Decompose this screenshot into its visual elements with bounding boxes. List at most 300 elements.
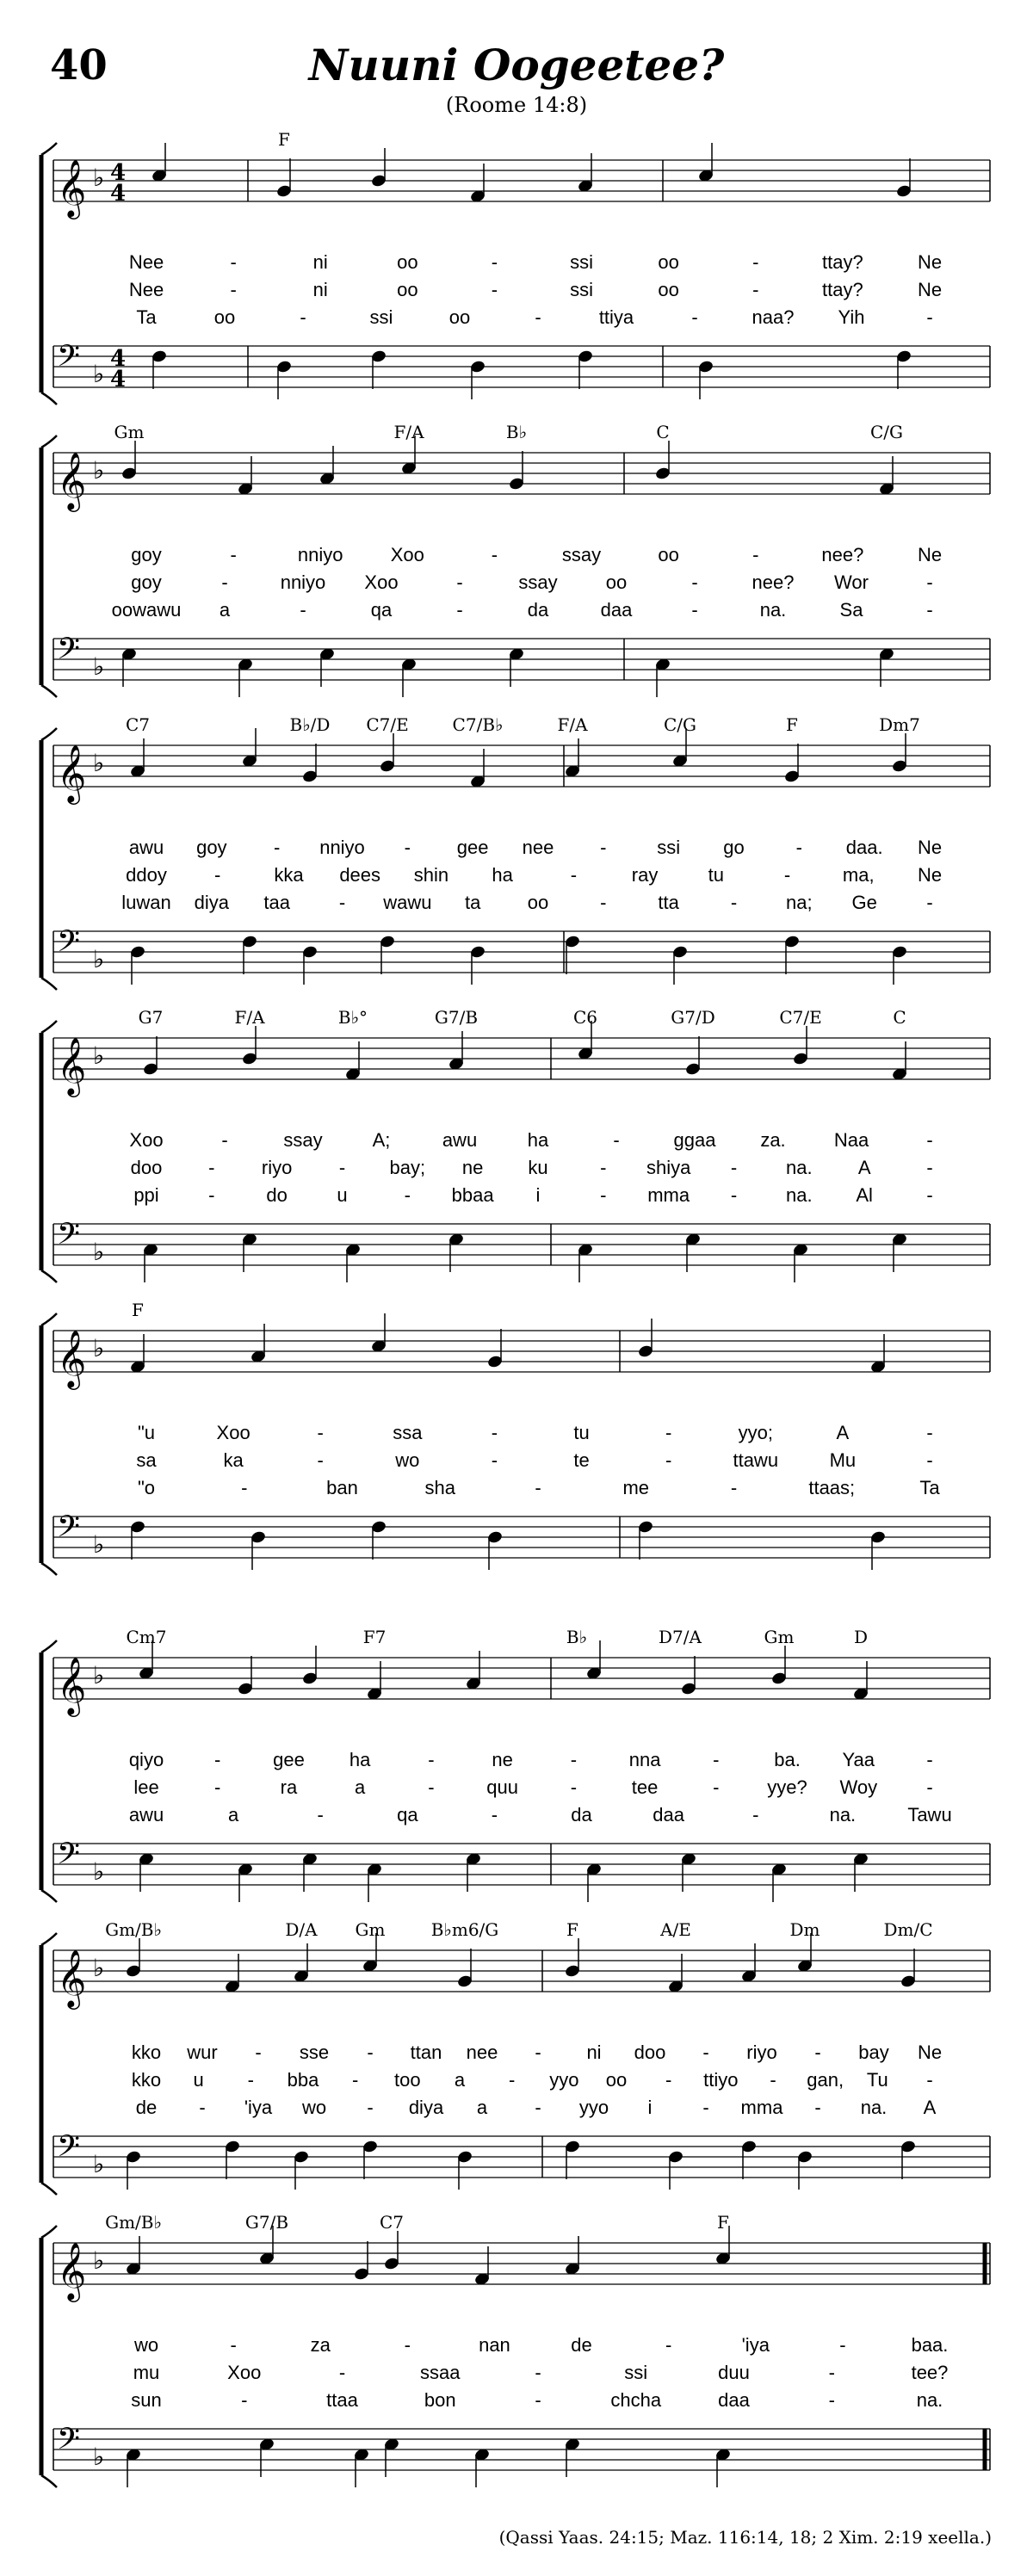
lyric-syllable: da <box>571 1804 592 1825</box>
lyric-syllable: - <box>926 1157 933 1178</box>
lyric-syllable: yyo; <box>738 1422 773 1443</box>
lyric-syllable: u <box>337 1184 348 1206</box>
time-signature-bottom: 4 <box>110 181 127 207</box>
lyric-syllable: te <box>573 1449 590 1471</box>
chord-symbol: F <box>132 1300 144 1320</box>
lyric-syllable: ssay <box>283 1129 323 1151</box>
lyric-syllable: oo <box>658 544 679 565</box>
music-system-5 <box>0 1300 1033 1584</box>
lyric-syllable: ttay? <box>822 251 863 273</box>
chord-symbol: Dm <box>789 1919 820 1940</box>
chord-symbol: Cm7 <box>126 1627 167 1647</box>
lyric-syllable: oo <box>658 251 679 273</box>
treble-clef-icon: 𝄞 <box>57 1036 87 1095</box>
lyric-syllable: ta <box>464 892 481 913</box>
treble-clef-icon: 𝄞 <box>57 1949 87 2007</box>
lyric-syllable: ba. <box>774 1749 801 1770</box>
lyric-syllable: - <box>613 1129 620 1151</box>
lyric-syllable: ra <box>280 1776 298 1798</box>
lyric-syllable: mu <box>133 2362 160 2383</box>
lyric-syllable: - <box>535 306 541 328</box>
lyric-syllable: oowawu <box>111 599 182 621</box>
lyric-syllable: A <box>836 1422 850 1443</box>
lyric-syllable: Sa <box>839 599 863 621</box>
lyric-syllable: - <box>221 1129 228 1151</box>
hymn-title: Nuuni Oogeetee? <box>308 40 725 90</box>
bass-staff <box>53 2421 990 2471</box>
lyric-syllable: - <box>300 306 306 328</box>
lyric-syllable: qiyo <box>128 1749 164 1770</box>
lyric-syllable: 'iya <box>244 2097 273 2118</box>
bass-clef-icon: 𝄢 <box>57 1216 81 1258</box>
lyric-syllable: nniyo <box>280 571 326 593</box>
lyric-syllable: - <box>730 892 738 913</box>
lyric-syllable: - <box>770 2069 776 2091</box>
lyric-syllable: tee? <box>911 2362 949 2383</box>
lyric-syllable: nee? <box>752 571 795 593</box>
lyric-syllable: kko <box>131 2069 162 2091</box>
lyric-syllable: ni <box>586 2042 602 2063</box>
lyric-syllable: ssaa <box>420 2362 461 2383</box>
lyric-syllable: bay; <box>389 1157 426 1178</box>
lyric-syllable: - <box>230 544 237 565</box>
lyric-syllable: shin <box>413 864 449 886</box>
lyric-syllable: ssi <box>657 837 681 858</box>
lyric-syllable: daa. <box>845 837 883 858</box>
lyric-syllable: - <box>214 1776 221 1798</box>
lyric-syllable: Xoo <box>129 1129 164 1151</box>
lyric-syllable: - <box>338 892 346 913</box>
lyric-syllable: ne <box>492 1749 513 1770</box>
chord-symbol: B♭/D <box>289 714 331 735</box>
lyric-syllable: ggaa <box>673 1129 716 1151</box>
lyric-syllable: - <box>230 2334 237 2356</box>
chord-symbol: A/E <box>660 1919 691 1940</box>
lyric-syllable: wo <box>301 2097 327 2118</box>
lyric-syllable: - <box>199 2097 206 2118</box>
chord-symbol: F7 <box>362 1627 387 1647</box>
lyric-syllable: - <box>926 1129 933 1151</box>
chord-symbol: D <box>853 1627 869 1647</box>
lyric-syllable: baa. <box>911 2334 949 2356</box>
lyric-syllable: mma <box>740 2097 783 2118</box>
lyric-syllable: tu <box>708 864 724 886</box>
lyric-syllable: shiya <box>646 1157 691 1178</box>
chord-symbol: B♭° <box>337 1007 368 1028</box>
chord-symbol: C7 <box>379 2212 405 2233</box>
treble-staff <box>53 744 990 805</box>
lyric-syllable: ha <box>492 864 513 886</box>
lyric-syllable: bon <box>424 2389 456 2411</box>
lyric-syllable: ssi <box>570 279 593 300</box>
lyric-syllable: - <box>338 2362 346 2383</box>
lyric-syllable: 'iya <box>741 2334 770 2356</box>
lyric-syllable: - <box>317 1422 324 1443</box>
lyric-syllable: A; <box>372 1129 391 1151</box>
lyric-syllable: oo <box>213 306 236 328</box>
lyric-syllable: daa <box>653 1804 685 1825</box>
lyric-syllable: - <box>404 837 411 858</box>
lyric-syllable: - <box>508 2069 516 2091</box>
lyric-syllable: ssi <box>624 2362 648 2383</box>
lyric-syllable: - <box>241 1477 248 1498</box>
lyric-syllable: gee <box>456 837 489 858</box>
lyric-syllable: ni <box>312 279 328 300</box>
lyric-syllable: - <box>535 2389 541 2411</box>
lyric-syllable: - <box>247 2069 254 2091</box>
treble-clef-icon: 𝄞 <box>57 744 87 802</box>
treble-staff <box>53 1656 990 1717</box>
bass-clef-icon: 𝄢 <box>57 631 81 673</box>
lyric-syllable: - <box>404 2334 411 2356</box>
lyric-syllable: - <box>367 2097 374 2118</box>
lyric-syllable: - <box>730 1477 738 1498</box>
treble-clef-icon: 𝄞 <box>57 2241 87 2300</box>
lyric-syllable: - <box>926 571 933 593</box>
lyric-syllable: - <box>535 2097 541 2118</box>
lyric-syllable: - <box>491 1422 498 1443</box>
lyric-syllable: qa <box>397 1804 418 1825</box>
lyric-syllable: bba <box>287 2069 319 2091</box>
lyric-syllable: - <box>351 2069 359 2091</box>
lyric-syllable: Xoo <box>390 544 424 565</box>
lyric-syllable: ban <box>326 1477 358 1498</box>
lyric-syllable: wo <box>395 1449 420 1471</box>
lyric-syllable: ssi <box>570 251 593 273</box>
chord-symbol: C7 <box>125 714 151 735</box>
lyric-syllable: - <box>456 599 463 621</box>
lyric-syllable: - <box>221 571 228 593</box>
lyric-syllable: na. <box>916 2389 943 2411</box>
chord-symbol: Dm7 <box>879 714 920 735</box>
lyric-syllable: ni <box>312 251 328 273</box>
chord-symbol: Gm/B♭ <box>105 2212 162 2233</box>
key-signature-flat-icon: ♭ <box>93 2443 105 2471</box>
lyric-syllable: - <box>839 2334 846 2356</box>
chord-symbol: F <box>278 129 290 150</box>
lyric-syllable: - <box>535 2042 541 2063</box>
lyric-syllable: do <box>266 1184 288 1206</box>
lyric-syllable: Ne <box>917 837 943 858</box>
lyric-syllable: - <box>665 2069 672 2091</box>
key-signature-flat-icon: ♭ <box>93 1661 105 1690</box>
lyric-syllable: Al <box>856 1184 873 1206</box>
music-system-6 <box>0 1627 1033 1911</box>
lyric-syllable: na. <box>860 2097 888 2118</box>
bass-staff <box>53 1509 990 1559</box>
lyric-syllable: gan, <box>807 2069 844 2091</box>
lyric-syllable: chcha <box>610 2389 662 2411</box>
lyric-syllable: - <box>752 251 759 273</box>
lyric-syllable: "u <box>137 1422 156 1443</box>
chord-symbol: D/A <box>285 1919 318 1940</box>
bass-staff <box>53 338 990 392</box>
lyric-syllable: - <box>491 544 498 565</box>
lyric-syllable: - <box>752 279 759 300</box>
lyric-syllable: nniyo <box>319 837 365 858</box>
key-signature-flat-icon: ♭ <box>93 164 105 192</box>
chord-symbol: C7/E <box>366 714 409 735</box>
lyric-syllable: na. <box>829 1804 857 1825</box>
lyric-syllable: goy <box>131 544 162 565</box>
bass-staff <box>53 1836 990 1886</box>
lyric-syllable: - <box>230 251 237 273</box>
lyric-syllable: lee <box>133 1776 159 1798</box>
bass-staff <box>53 2128 990 2178</box>
lyric-syllable: - <box>570 1749 578 1770</box>
bass-staff <box>53 924 990 973</box>
lyric-syllable: - <box>428 1749 435 1770</box>
lyric-syllable: oo <box>658 279 679 300</box>
lyric-syllable: a <box>454 2069 466 2091</box>
chord-symbol: C6 <box>572 1007 598 1028</box>
lyric-syllable: de <box>135 2097 158 2118</box>
lyric-syllable: ttawu <box>733 1449 779 1471</box>
lyric-syllable: ttan <box>410 2042 442 2063</box>
lyric-syllable: - <box>255 2042 262 2063</box>
lyric-syllable: goy <box>131 571 162 593</box>
lyric-syllable: - <box>208 1157 215 1178</box>
lyric-syllable: - <box>491 1449 498 1471</box>
lyric-syllable: ha <box>527 1129 549 1151</box>
chord-symbol: C <box>893 1007 906 1028</box>
footer-references: (Qassi Yaas. 24:15; Maz. 116:14, 18; 2 Xim. 2:19 xeella.) <box>498 2527 992 2548</box>
chord-symbol: F <box>566 1919 578 1940</box>
lyric-syllable: tu <box>573 1422 590 1443</box>
lyric-syllable: - <box>691 306 698 328</box>
lyric-syllable: Xoo <box>227 2362 262 2383</box>
lyric-syllable: ttiyo <box>703 2069 739 2091</box>
lyric-syllable: Ta <box>136 306 157 328</box>
key-signature-flat-icon: ♭ <box>93 945 105 973</box>
lyric-syllable: de <box>571 2334 592 2356</box>
lyric-syllable: Wor <box>834 571 869 593</box>
lyric-syllable: wo <box>133 2334 159 2356</box>
lyric-syllable: ku <box>528 1157 548 1178</box>
lyric-syllable: awu <box>128 1804 164 1825</box>
lyric-syllable: - <box>665 1422 672 1443</box>
chord-symbol: D7/A <box>659 1627 702 1647</box>
lyric-syllable: - <box>926 1449 933 1471</box>
lyric-syllable: Yih <box>838 306 865 328</box>
bass-clef-icon: 𝄢 <box>57 338 81 380</box>
lyric-syllable: ssay <box>518 571 558 593</box>
lyric-syllable: - <box>926 1749 933 1770</box>
lyric-syllable: - <box>491 251 498 273</box>
lyric-syllable: dees <box>339 864 381 886</box>
treble-staff <box>53 1949 990 2010</box>
treble-staff <box>53 2241 990 2302</box>
key-signature-flat-icon: ♭ <box>93 749 105 777</box>
lyric-syllable: "o <box>137 1477 156 1498</box>
lyric-syllable: - <box>300 599 306 621</box>
lyric-syllable: - <box>491 1804 498 1825</box>
lyric-syllable: Ge <box>851 892 877 913</box>
lyric-syllable: - <box>367 2042 374 2063</box>
chord-symbol: B♭m6/G <box>430 1919 499 1940</box>
lyric-syllable: i <box>647 2097 653 2118</box>
lyric-syllable: riyo <box>261 1157 293 1178</box>
lyric-syllable: Nee <box>128 251 164 273</box>
lyric-syllable: na. <box>759 599 787 621</box>
lyric-syllable: - <box>317 1449 324 1471</box>
lyric-syllable: - <box>795 837 802 858</box>
lyric-syllable: - <box>600 1157 607 1178</box>
lyric-syllable: Xoo <box>216 1422 251 1443</box>
key-signature-flat-icon: ♭ <box>93 360 105 388</box>
lyric-syllable: qa <box>370 599 393 621</box>
lyric-syllable: Nee <box>128 279 164 300</box>
lyric-syllable: Mu <box>829 1449 857 1471</box>
lyric-syllable: ssay <box>561 544 602 565</box>
chord-symbol: G7/B <box>244 2212 289 2233</box>
lyric-syllable: Ta <box>919 1477 940 1498</box>
lyric-syllable: za <box>310 2334 331 2356</box>
lyric-syllable: - <box>926 306 933 328</box>
lyric-syllable: a <box>476 2097 488 2118</box>
chord-symbol: C7/B♭ <box>452 714 504 735</box>
chord-symbol: Dm/C <box>883 1919 933 1940</box>
lyric-syllable: awu <box>442 1129 478 1151</box>
chord-symbol: C7/E <box>779 1007 822 1028</box>
lyric-syllable: ma, <box>842 864 875 886</box>
lyric-syllable: oo <box>397 279 418 300</box>
lyric-syllable: A <box>857 1157 871 1178</box>
lyric-syllable: bbaa <box>451 1184 494 1206</box>
chord-symbol: F/A <box>234 1007 265 1028</box>
lyric-syllable: ttiya <box>598 306 634 328</box>
time-signature-top: 4 <box>110 160 127 186</box>
chord-symbol: Gm <box>764 1627 795 1647</box>
lyric-syllable: na; <box>786 892 813 913</box>
treble-clef-icon: 𝄞 <box>57 451 87 510</box>
lyric-syllable: - <box>752 1804 759 1825</box>
key-signature-flat-icon: ♭ <box>93 456 105 485</box>
lyric-syllable: Ne <box>917 2042 943 2063</box>
lyric-syllable: na. <box>786 1184 813 1206</box>
lyric-syllable: yyo <box>578 2097 609 2118</box>
chord-symbol: F <box>786 714 798 735</box>
lyric-syllable: - <box>600 837 607 858</box>
lyric-syllable: da <box>527 599 549 621</box>
lyric-syllable: nan <box>479 2334 510 2356</box>
music-system-1 <box>0 129 1033 413</box>
lyric-syllable: nna <box>628 1749 661 1770</box>
treble-staff <box>53 1036 990 1097</box>
bass-clef-icon: 𝄢 <box>57 924 81 966</box>
chord-symbol: F/A <box>557 714 588 735</box>
lyric-syllable: - <box>230 279 237 300</box>
music-system-4 <box>0 1007 1033 1291</box>
bass-staff <box>53 1216 990 1266</box>
lyric-syllable: nee <box>522 837 554 858</box>
music-system-8 <box>0 2212 1033 2496</box>
lyric-syllable: gee <box>273 1749 305 1770</box>
lyric-syllable: - <box>665 2334 672 2356</box>
lyric-syllable: ppi <box>133 1184 159 1206</box>
key-signature-flat-icon: ♭ <box>93 1334 105 1362</box>
lyric-syllable: - <box>535 1477 541 1498</box>
lyric-syllable: sa <box>136 1449 157 1471</box>
lyric-syllable: Tu <box>866 2069 888 2091</box>
key-signature-flat-icon: ♭ <box>93 1954 105 1982</box>
lyric-syllable: taa <box>263 892 290 913</box>
lyric-syllable: - <box>535 2362 541 2383</box>
chord-symbol: Gm <box>114 422 145 442</box>
bass-clef-icon: 𝄢 <box>57 1836 81 1878</box>
lyric-syllable: doo <box>634 2042 666 2063</box>
chord-symbol: C/G <box>869 422 904 442</box>
scripture-reference: (Roome 14:8) <box>445 93 588 117</box>
lyric-syllable: - <box>814 2097 821 2118</box>
lyric-syllable: wur <box>187 2042 218 2063</box>
lyric-syllable: - <box>241 2389 248 2411</box>
lyric-syllable: ttaas; <box>808 1477 856 1498</box>
lyric-syllable: ne <box>461 1157 484 1178</box>
lyric-syllable: oo <box>605 571 628 593</box>
lyric-syllable: - <box>317 1804 324 1825</box>
key-signature-flat-icon: ♭ <box>93 1238 105 1266</box>
key-signature-flat-icon: ♭ <box>93 2246 105 2275</box>
lyric-syllable: - <box>730 1184 738 1206</box>
lyric-syllable: - <box>456 571 463 593</box>
lyric-syllable: Tawu <box>907 1804 952 1825</box>
chord-symbol: F/A <box>393 422 424 442</box>
lyric-syllable: diya <box>408 2097 444 2118</box>
key-signature-flat-icon: ♭ <box>93 652 105 681</box>
lyric-syllable: ka <box>223 1449 244 1471</box>
lyric-syllable: nniyo <box>297 544 343 565</box>
lyric-syllable: Xoo <box>364 571 399 593</box>
chord-symbol: Gm <box>355 1919 386 1940</box>
lyric-syllable: go <box>723 837 745 858</box>
lyric-syllable: - <box>665 1449 672 1471</box>
lyric-syllable: - <box>926 1422 933 1443</box>
lyric-syllable: na. <box>786 1157 813 1178</box>
treble-clef-icon: 𝄞 <box>57 1329 87 1387</box>
lyric-syllable: riyo <box>746 2042 777 2063</box>
lyric-syllable: - <box>691 571 698 593</box>
music-system-7 <box>0 1919 1033 2203</box>
lyric-syllable: - <box>713 1776 720 1798</box>
lyric-syllable: - <box>600 892 607 913</box>
lyric-syllable: ttay? <box>822 279 863 300</box>
lyric-syllable: daa <box>718 2389 750 2411</box>
lyric-syllable: yye? <box>767 1776 807 1798</box>
chord-symbol: Gm/B♭ <box>105 1919 162 1940</box>
lyric-syllable: - <box>828 2389 835 2411</box>
chord-symbol: C/G <box>663 714 697 735</box>
chord-symbol: B♭ <box>566 1627 588 1647</box>
lyric-syllable: luwan <box>121 892 171 913</box>
lyric-syllable: diya <box>194 892 230 913</box>
lyric-syllable: - <box>926 2069 933 2091</box>
lyric-syllable: ha <box>349 1749 371 1770</box>
lyric-syllable: - <box>926 892 933 913</box>
lyric-syllable: Naa <box>833 1129 869 1151</box>
lyric-syllable: awu <box>128 837 164 858</box>
lyric-syllable: oo <box>397 251 418 273</box>
lyric-syllable: - <box>208 1184 215 1206</box>
lyric-syllable: Ne <box>917 279 943 300</box>
lyric-syllable: - <box>702 2097 709 2118</box>
lyric-syllable: - <box>828 2362 835 2383</box>
treble-staff <box>53 158 990 219</box>
lyric-syllable: sse <box>299 2042 330 2063</box>
bass-clef-icon: 𝄢 <box>57 2128 81 2171</box>
lyric-syllable: oo <box>448 306 471 328</box>
lyric-syllable: - <box>926 1776 933 1798</box>
